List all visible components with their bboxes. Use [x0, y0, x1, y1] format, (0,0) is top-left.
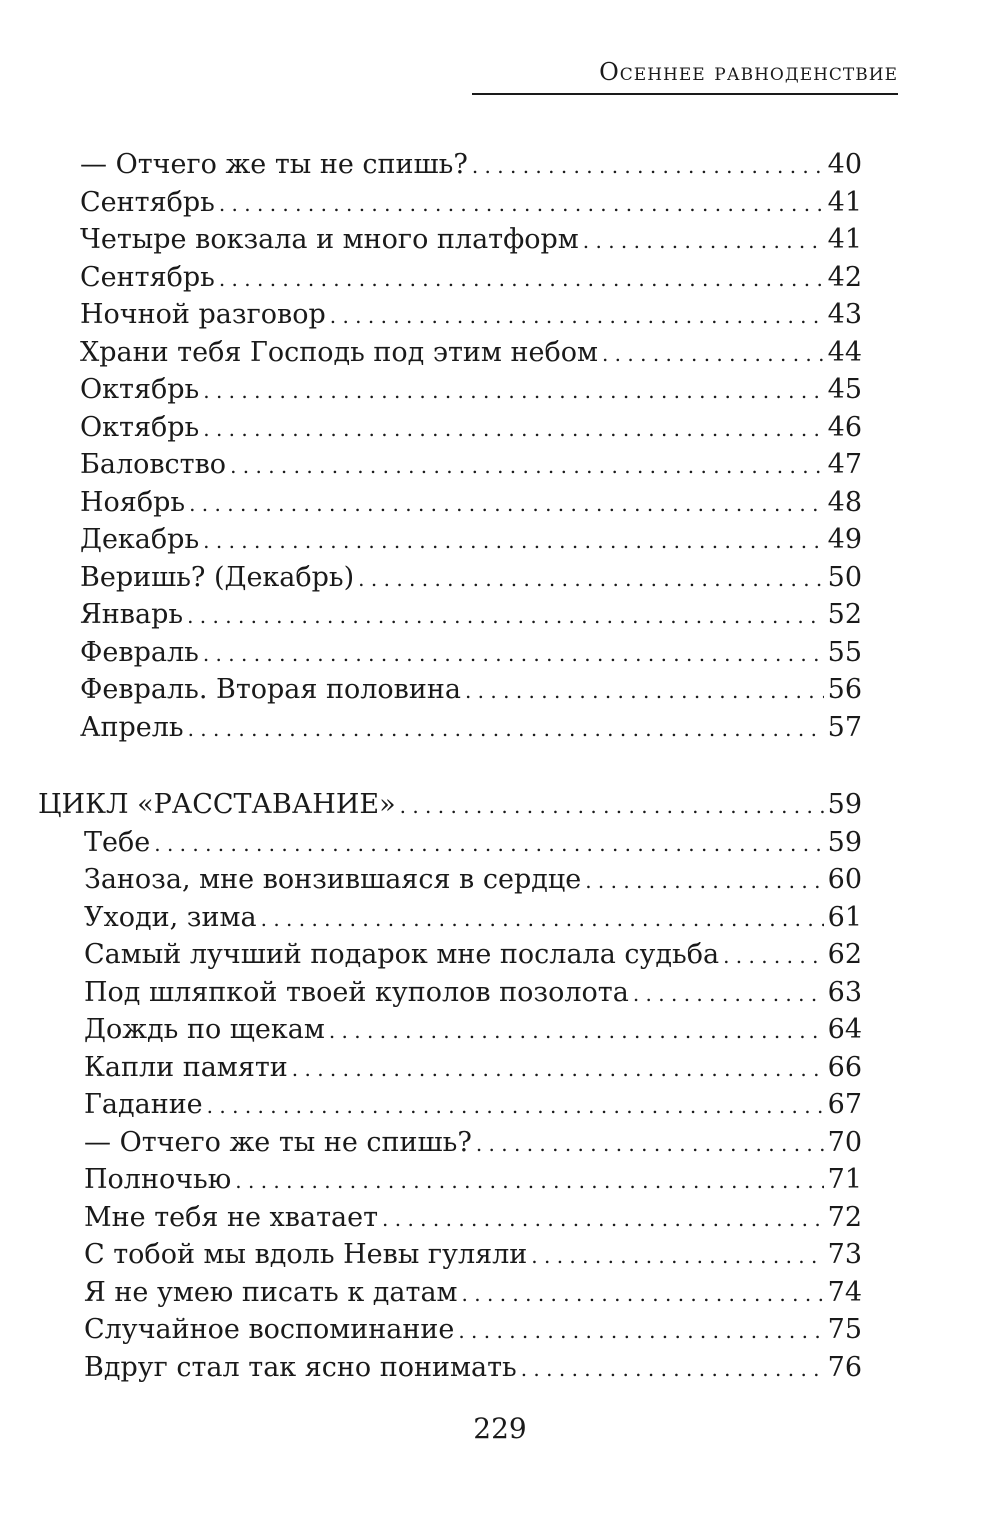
dot-leader — [382, 1199, 824, 1239]
toc-entry[interactable] — [38, 1086, 862, 1124]
dot-leader — [207, 1086, 824, 1126]
toc-entry[interactable] — [38, 861, 862, 899]
dot-leader — [203, 371, 823, 411]
toc-entry[interactable] — [38, 1311, 862, 1349]
dot-leader — [329, 1011, 824, 1051]
toc-entry-title: Заноза, мне вонзившаяся в сердце — [84, 864, 582, 895]
toc-entry[interactable] — [38, 671, 862, 709]
toc-entry-page: 74 — [827, 1276, 862, 1308]
toc-entry[interactable] — [38, 1349, 862, 1387]
toc-entry[interactable] — [38, 146, 862, 184]
toc-entry-title: Уходи, зима — [84, 901, 257, 933]
dot-leader — [521, 1349, 824, 1389]
toc-entry[interactable] — [38, 484, 862, 522]
toc-entry[interactable] — [38, 371, 862, 409]
toc-entry-page: 50 — [827, 561, 862, 593]
toc-entry[interactable] — [38, 824, 862, 862]
dot-leader — [230, 446, 824, 486]
toc-entry-title: Четыре вокзала и много платформ — [80, 224, 579, 255]
toc-entry-title: Мне тебя не хватает — [84, 1201, 379, 1233]
toc-entry[interactable] — [38, 296, 862, 334]
section-page: 59 — [827, 789, 862, 820]
dot-leader — [261, 899, 824, 939]
toc-entry-page: 43 — [827, 299, 862, 330]
toc-entry-title: Я не умею писать к датам — [84, 1276, 458, 1308]
toc-entry[interactable] — [38, 221, 862, 259]
page-number: 229 — [473, 1412, 527, 1445]
toc-entry[interactable] — [38, 634, 862, 672]
toc-entry-title: Апрель — [80, 711, 184, 743]
toc-entry-page: 76 — [827, 1351, 862, 1383]
dot-leader — [292, 1049, 824, 1089]
toc-entry-page: 61 — [827, 901, 862, 933]
toc-entry-page: 52 — [827, 599, 862, 630]
toc-entry-title: Капли памяти — [84, 1051, 288, 1083]
toc-entry[interactable] — [38, 521, 862, 559]
toc-entry-title: Декабрь — [80, 524, 200, 555]
dot-leader — [723, 936, 824, 976]
toc-entry-page: 40 — [827, 149, 862, 180]
dot-leader — [462, 1274, 824, 1314]
toc-entry-title: Февраль. Вторая половина — [80, 674, 461, 705]
toc-entry[interactable] — [38, 259, 862, 297]
toc-entry[interactable] — [38, 559, 862, 597]
dot-leader — [476, 1124, 824, 1164]
toc-entry-page: 47 — [827, 449, 862, 480]
dot-leader — [633, 974, 824, 1014]
dot-leader — [154, 824, 823, 864]
toc-entry[interactable] — [38, 1199, 862, 1237]
dot-leader — [189, 484, 824, 524]
table-of-contents — [38, 146, 862, 1386]
toc-entry-title: Храни тебя Господь под этим небом — [80, 336, 598, 368]
dot-leader — [400, 786, 824, 826]
toc-entry-title: Баловство — [80, 449, 227, 480]
dot-leader — [602, 334, 824, 374]
toc-entry-title: Октябрь — [80, 411, 200, 443]
toc-entry-title: Случайное воспоминание — [84, 1314, 455, 1345]
toc-entry[interactable] — [38, 1236, 862, 1274]
toc-entry-page: 70 — [827, 1126, 862, 1158]
toc-entry[interactable] — [38, 334, 862, 372]
toc-entry-page: 48 — [827, 486, 862, 518]
toc-entry-title: С тобой мы вдоль Невы гуляли — [84, 1239, 528, 1270]
dot-leader — [472, 146, 824, 186]
toc-entry[interactable] — [38, 1049, 862, 1087]
toc-entry-title: Сентябрь — [80, 186, 215, 218]
toc-entry[interactable] — [38, 1161, 862, 1199]
toc-entry-page: 44 — [827, 336, 862, 368]
dot-leader — [235, 1161, 823, 1201]
toc-entry-page: 60 — [827, 864, 862, 895]
toc-entry-title: Сентябрь — [80, 261, 215, 293]
dot-leader — [358, 559, 823, 599]
toc-entry-page: 64 — [827, 1014, 862, 1045]
toc-entry-title: — Отчего же ты не спишь? — [84, 1126, 472, 1158]
toc-section-heading[interactable] — [38, 786, 862, 824]
toc-entry[interactable] — [38, 936, 862, 974]
toc-entry-page: 42 — [827, 261, 862, 293]
toc-entry-title: Дождь по щекам — [84, 1014, 325, 1045]
toc-entry-title: Тебе — [84, 826, 151, 858]
toc-entry-page: 55 — [827, 636, 862, 668]
toc-entry-title: Ноябрь — [80, 486, 186, 518]
toc-entry-page: 41 — [827, 224, 862, 255]
dot-leader — [458, 1311, 823, 1351]
dot-leader — [203, 634, 824, 674]
dot-leader — [531, 1236, 823, 1276]
section-title: ЦИКЛ «РАССТАВАНИЕ» — [38, 789, 396, 820]
toc-entry-page: 49 — [827, 524, 862, 555]
toc-entry-page: 75 — [827, 1314, 862, 1345]
toc-entry[interactable] — [38, 1124, 862, 1162]
toc-entry-page: 72 — [827, 1201, 862, 1233]
toc-entry-title: Ночной разговор — [80, 299, 326, 330]
toc-entry[interactable] — [38, 184, 862, 222]
toc-entry-title: Под шляпкой твоей куполов позолота — [84, 976, 629, 1008]
toc-entry-page: 57 — [827, 711, 862, 743]
toc-entry-page: 41 — [827, 186, 862, 218]
dot-leader — [330, 296, 824, 336]
toc-entry-title: Октябрь — [80, 374, 200, 405]
toc-entry[interactable] — [38, 1274, 862, 1312]
toc-entry-title: Полночью — [84, 1164, 232, 1195]
toc-entry-page: 46 — [827, 411, 862, 443]
dot-leader — [219, 259, 824, 299]
toc-entry[interactable] — [38, 899, 862, 937]
toc-entry-title: — Отчего же ты не спишь? — [80, 149, 468, 180]
toc-entry-title: Февраль — [80, 636, 199, 668]
toc-entry-page: 62 — [827, 939, 862, 970]
toc-entry[interactable] — [38, 596, 862, 634]
toc-entry-page: 45 — [827, 374, 862, 405]
toc-entry[interactable] — [38, 1011, 862, 1049]
toc-entry[interactable] — [38, 446, 862, 484]
dot-leader — [203, 521, 824, 561]
dot-leader — [219, 184, 824, 224]
toc-entry-title: Самый лучший подарок мне послала судьба — [84, 939, 720, 970]
running-head: Осеннее равноденствие — [599, 58, 898, 86]
toc-entry-title: Веришь? (Декабрь) — [80, 561, 355, 593]
toc-entry-page: 71 — [827, 1164, 862, 1195]
dot-leader — [187, 596, 824, 636]
toc-entry[interactable] — [38, 709, 862, 747]
toc-entry-title: Январь — [80, 599, 184, 630]
toc-entry-page: 63 — [827, 976, 862, 1008]
dot-leader — [203, 409, 823, 449]
dot-leader — [585, 861, 823, 901]
toc-entry[interactable] — [38, 974, 862, 1012]
dot-leader — [583, 221, 824, 261]
dot-leader — [188, 709, 824, 749]
toc-entry-page: 67 — [827, 1089, 862, 1120]
header-rule — [472, 93, 898, 95]
toc-entry-page: 73 — [827, 1239, 862, 1270]
toc-entry-title: Вдруг стал так ясно понимать — [84, 1351, 517, 1383]
toc-entry-page: 59 — [827, 826, 862, 858]
toc-entry[interactable] — [38, 409, 862, 447]
toc-entry-page: 66 — [827, 1051, 862, 1083]
toc-entry-page: 56 — [827, 674, 862, 705]
toc-entry-title: Гадание — [84, 1089, 203, 1120]
dot-leader — [465, 671, 824, 711]
